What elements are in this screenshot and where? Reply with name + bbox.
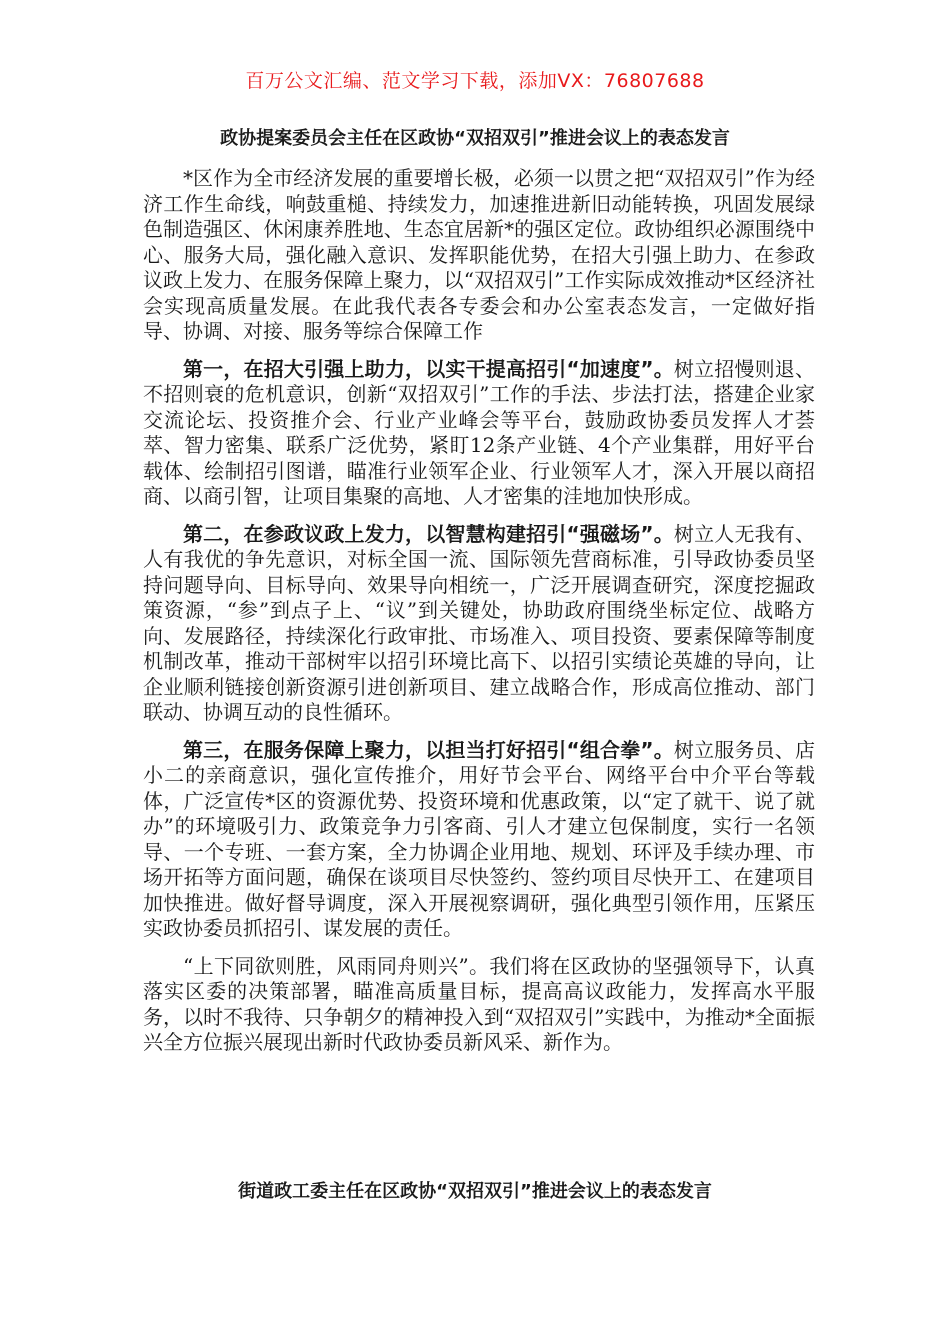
paragraph-lead: 第一，在招大引强上助力，以实干提高招引“加速度”。 [183,356,674,381]
paragraph-point-2 [143,522,815,726]
document-title: 政协提案委员会主任在区政协“双招双引”推进会议上的表态发言 [220,128,730,149]
paragraph-point-3 [143,738,815,942]
paragraph-text: 树立服务员、店小二的亲商意识，强化宣传推介，用好节会平台、网络平台中介平台等载体，广泛宣传*区的资源优势、投资环境和优惠政策，以“定了就干、说了就办”的环境吸引力、政策竞争力引客商、引人才建立包保制度，实行一名领导、一个专班、一套方案，全力协调企业用地、规划、环评及手续办理、市场开拓等方面问题，确保在谈项目尽快签约、签约项目尽快开工、在建项目加快推进。做好督导调度，深入开展视察调研，强化典型引领作用，压紧压实政协委员抓招引、谋发展的责任。 [143,737,815,940]
paragraph-text: 树立人无我有、人有我优的争先意识，对标全国一流、国际领先营商标准，引导政协委员坚持问题导向、目标导向、效果导向相统一，广泛开展调查研究，深度挖掘政策资源，“参”到点子上、“议”到关键处，协助政府围绕坐标定位、战略方向、发展路径，持续深化行政审批、市场准入、项目投资、要素保障等制度机制改革，推动干部树牢以招引环境比高下、以招引实绩论英雄的导向，让企业顺利链接创新资源引进创新项目、建立战略合作，形成高位推动、部门联动、协调互动的良性循环。 [143,521,815,724]
paragraph-text: “上下同欲则胜，风雨同舟则兴”。我们将在区政协的坚强领导下，认真落实区委的决策部署，瞄准高质量目标，提高高议政能力，发挥高水平服务，以时不我待、只争朝夕的精神投入到“双招双引”实践中，为推动*全面振兴全方位振兴展现出新时代政协委员新风采、新作为。 [143,953,815,1054]
header-watermark: 百万公文汇编、范文学习下载，添加VX：76807688 [245,70,705,92]
paragraph-conclusion [143,954,815,1056]
paragraph-lead: 第二，在参政议政上发力，以智慧构建招引“强磁场”。 [183,521,674,546]
paragraph-text: 树立招慢则退、不招则衰的危机意识，创新“双招双引”工作的手法、步法打法，搭建企业家交流论坛、投资推介会、行业产业峰会等平台，鼓励政协委员发挥人才荟萃、智力密集、联系广泛优势，紧盯12条产业链、4个产业集群，用好平台载体、绘制招引图谱，瞄准行业领军企业、行业领军人才，深入开展以商招商、以商引智，让项目集聚的高地、人才密集的洼地加快形成。 [143,356,815,508]
document-body [143,166,815,1068]
paragraph-lead: 第三，在服务保障上聚力，以担当打好招引“组合拳”。 [183,737,674,762]
paragraph-text: *区作为全市经济发展的重要增长极，必须一以贯之把“双招双引”作为经济工作生命线，响鼓重槌、持续发力，加速推进新旧动能转换，巩固发展绿色制造强区、休闲康养胜地、生态宜居新*的强区定位。政协组织必源围绕中心、服务大局，强化融入意识、发挥职能优势，在招大引强上助力、在参政议政上发力、在服务保障上聚力，以“双招双引”工作实际成效推动*区经济社会实现高质量发展。在此我代表各专委会和办公室表态发言，一定做好指导、协调、对接、服务等综合保障工作 [143,166,815,343]
paragraph-point-1 [143,357,815,510]
next-document-title: 街道政工委主任在区政协“双招双引”推进会议上的表态发言 [238,1181,712,1202]
paragraph-intro [143,166,815,345]
